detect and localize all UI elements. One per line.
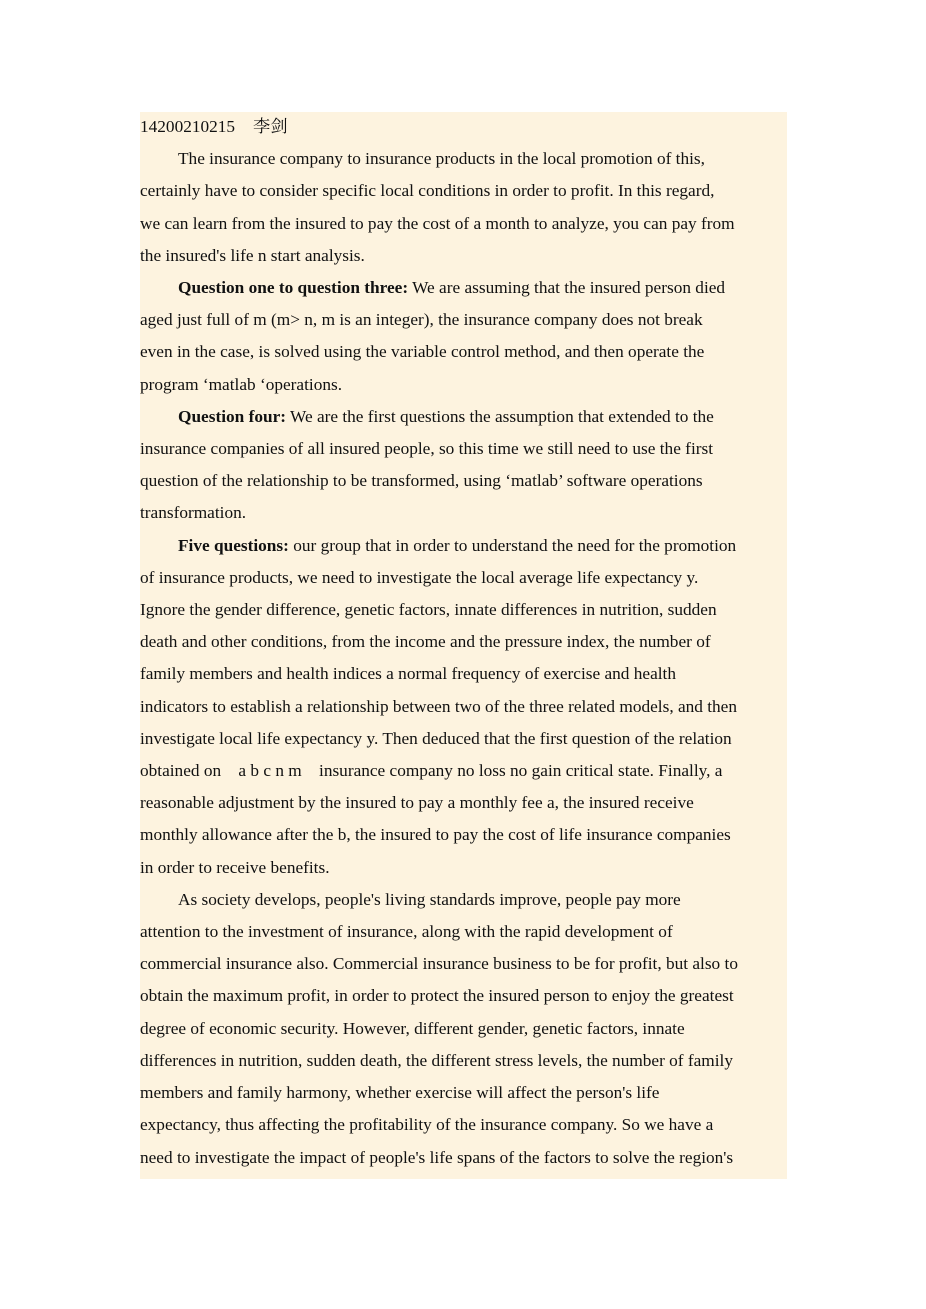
paragraph-line: even in the case, is solved using the variable control method, and then operate the [140, 342, 705, 362]
paragraph-line: insurance companies of all insured people, so this time we still need to use the first [140, 439, 714, 459]
student-id: 14200210215 [140, 117, 236, 136]
paragraph-line: Five questions: our group that in order to understand the need for the promotion [178, 535, 737, 555]
paragraph-line: death and other conditions, from the income and the pressure index, the number of [140, 632, 711, 652]
paragraph-line: Question one to question three: We are assuming that the insured person died [178, 278, 726, 298]
paragraph-line: obtained on a b c n m insurance company no loss no gain critical state. Finally, a [140, 761, 723, 781]
paragraph-line: reasonable adjustment by the insured to pay a monthly fee a, the insured receive [140, 793, 694, 813]
paragraph-line: Question four: We are the first questions the assumption that extended to the [178, 406, 714, 426]
paragraph-line: need to investigate the impact of people's life spans of the factors to solve the region's [140, 1147, 734, 1167]
paragraph-line: we can learn from the insured to pay the cost of a month to analyze, you can pay from [140, 213, 735, 233]
document-body [140, 111, 800, 1174]
paragraph-line: family members and health indices a normal frequency of exercise and health [140, 664, 676, 684]
section-lead: Five questions: [178, 535, 289, 555]
paragraph-line: expectancy, thus affecting the profitability of the insurance company. So we have a [140, 1115, 714, 1135]
paragraph-line: indicators to establish a relationship between two of the three related models, and then [140, 696, 737, 716]
paragraph-question-five [140, 530, 800, 884]
paragraph-line: transformation. [140, 503, 247, 523]
paragraph-society [140, 884, 800, 1174]
paragraph-line: differences in nutrition, sudden death, the different stress levels, the number of family [140, 1050, 733, 1070]
document-header [140, 111, 800, 143]
paragraph-line: aged just full of m (m> n, m is an integer), the insurance company does not break [140, 310, 703, 330]
paragraph-line: members and family harmony, whether exercise will affect the person's life [140, 1083, 660, 1103]
paragraph-line: of insurance products, we need to investigate the local average life expectancy y. [140, 567, 699, 587]
paragraph-line: The insurance company to insurance products in the local promotion of this, [178, 149, 705, 169]
paragraph-line: monthly allowance after the b, the insured to pay the cost of life insurance companies [140, 825, 731, 845]
section-lead: Question one to question three: [178, 278, 409, 298]
author-name: 李剑 [253, 117, 288, 136]
section-lead: Question four: [178, 406, 287, 426]
paragraph-question-one-to-three [140, 272, 800, 401]
paragraph-line: commercial insurance also. Commercial insurance business to be for profit, but also to [140, 954, 738, 974]
paragraph-line: Ignore the gender difference, genetic factors, innate differences in nutrition, sudden [140, 600, 717, 620]
paragraph-line: the insured's life n start analysis. [140, 245, 365, 265]
paragraph-line: degree of economic security. However, different gender, genetic factors, innate [140, 1018, 685, 1038]
paragraph-line: question of the relationship to be transformed, using ‘matlab’ software operations [140, 471, 703, 491]
paragraph-line: obtain the maximum profit, in order to protect the insured person to enjoy the greatest [140, 986, 734, 1006]
paragraph-intro [140, 143, 800, 272]
paragraph-line: in order to receive benefits. [140, 857, 330, 877]
paragraph-question-four [140, 401, 800, 530]
paragraph-line: investigate local life expectancy y. Then deduced that the first question of the relation [140, 728, 732, 748]
paragraph-line: certainly have to consider specific local conditions in order to profit. In this regard, [140, 181, 715, 201]
paragraph-line: program ‘matlab ‘operations. [140, 374, 343, 394]
paragraph-line: As society develops, people's living standards improve, people pay more [178, 889, 681, 909]
paragraph-line: attention to the investment of insurance, along with the rapid development of [140, 922, 673, 942]
